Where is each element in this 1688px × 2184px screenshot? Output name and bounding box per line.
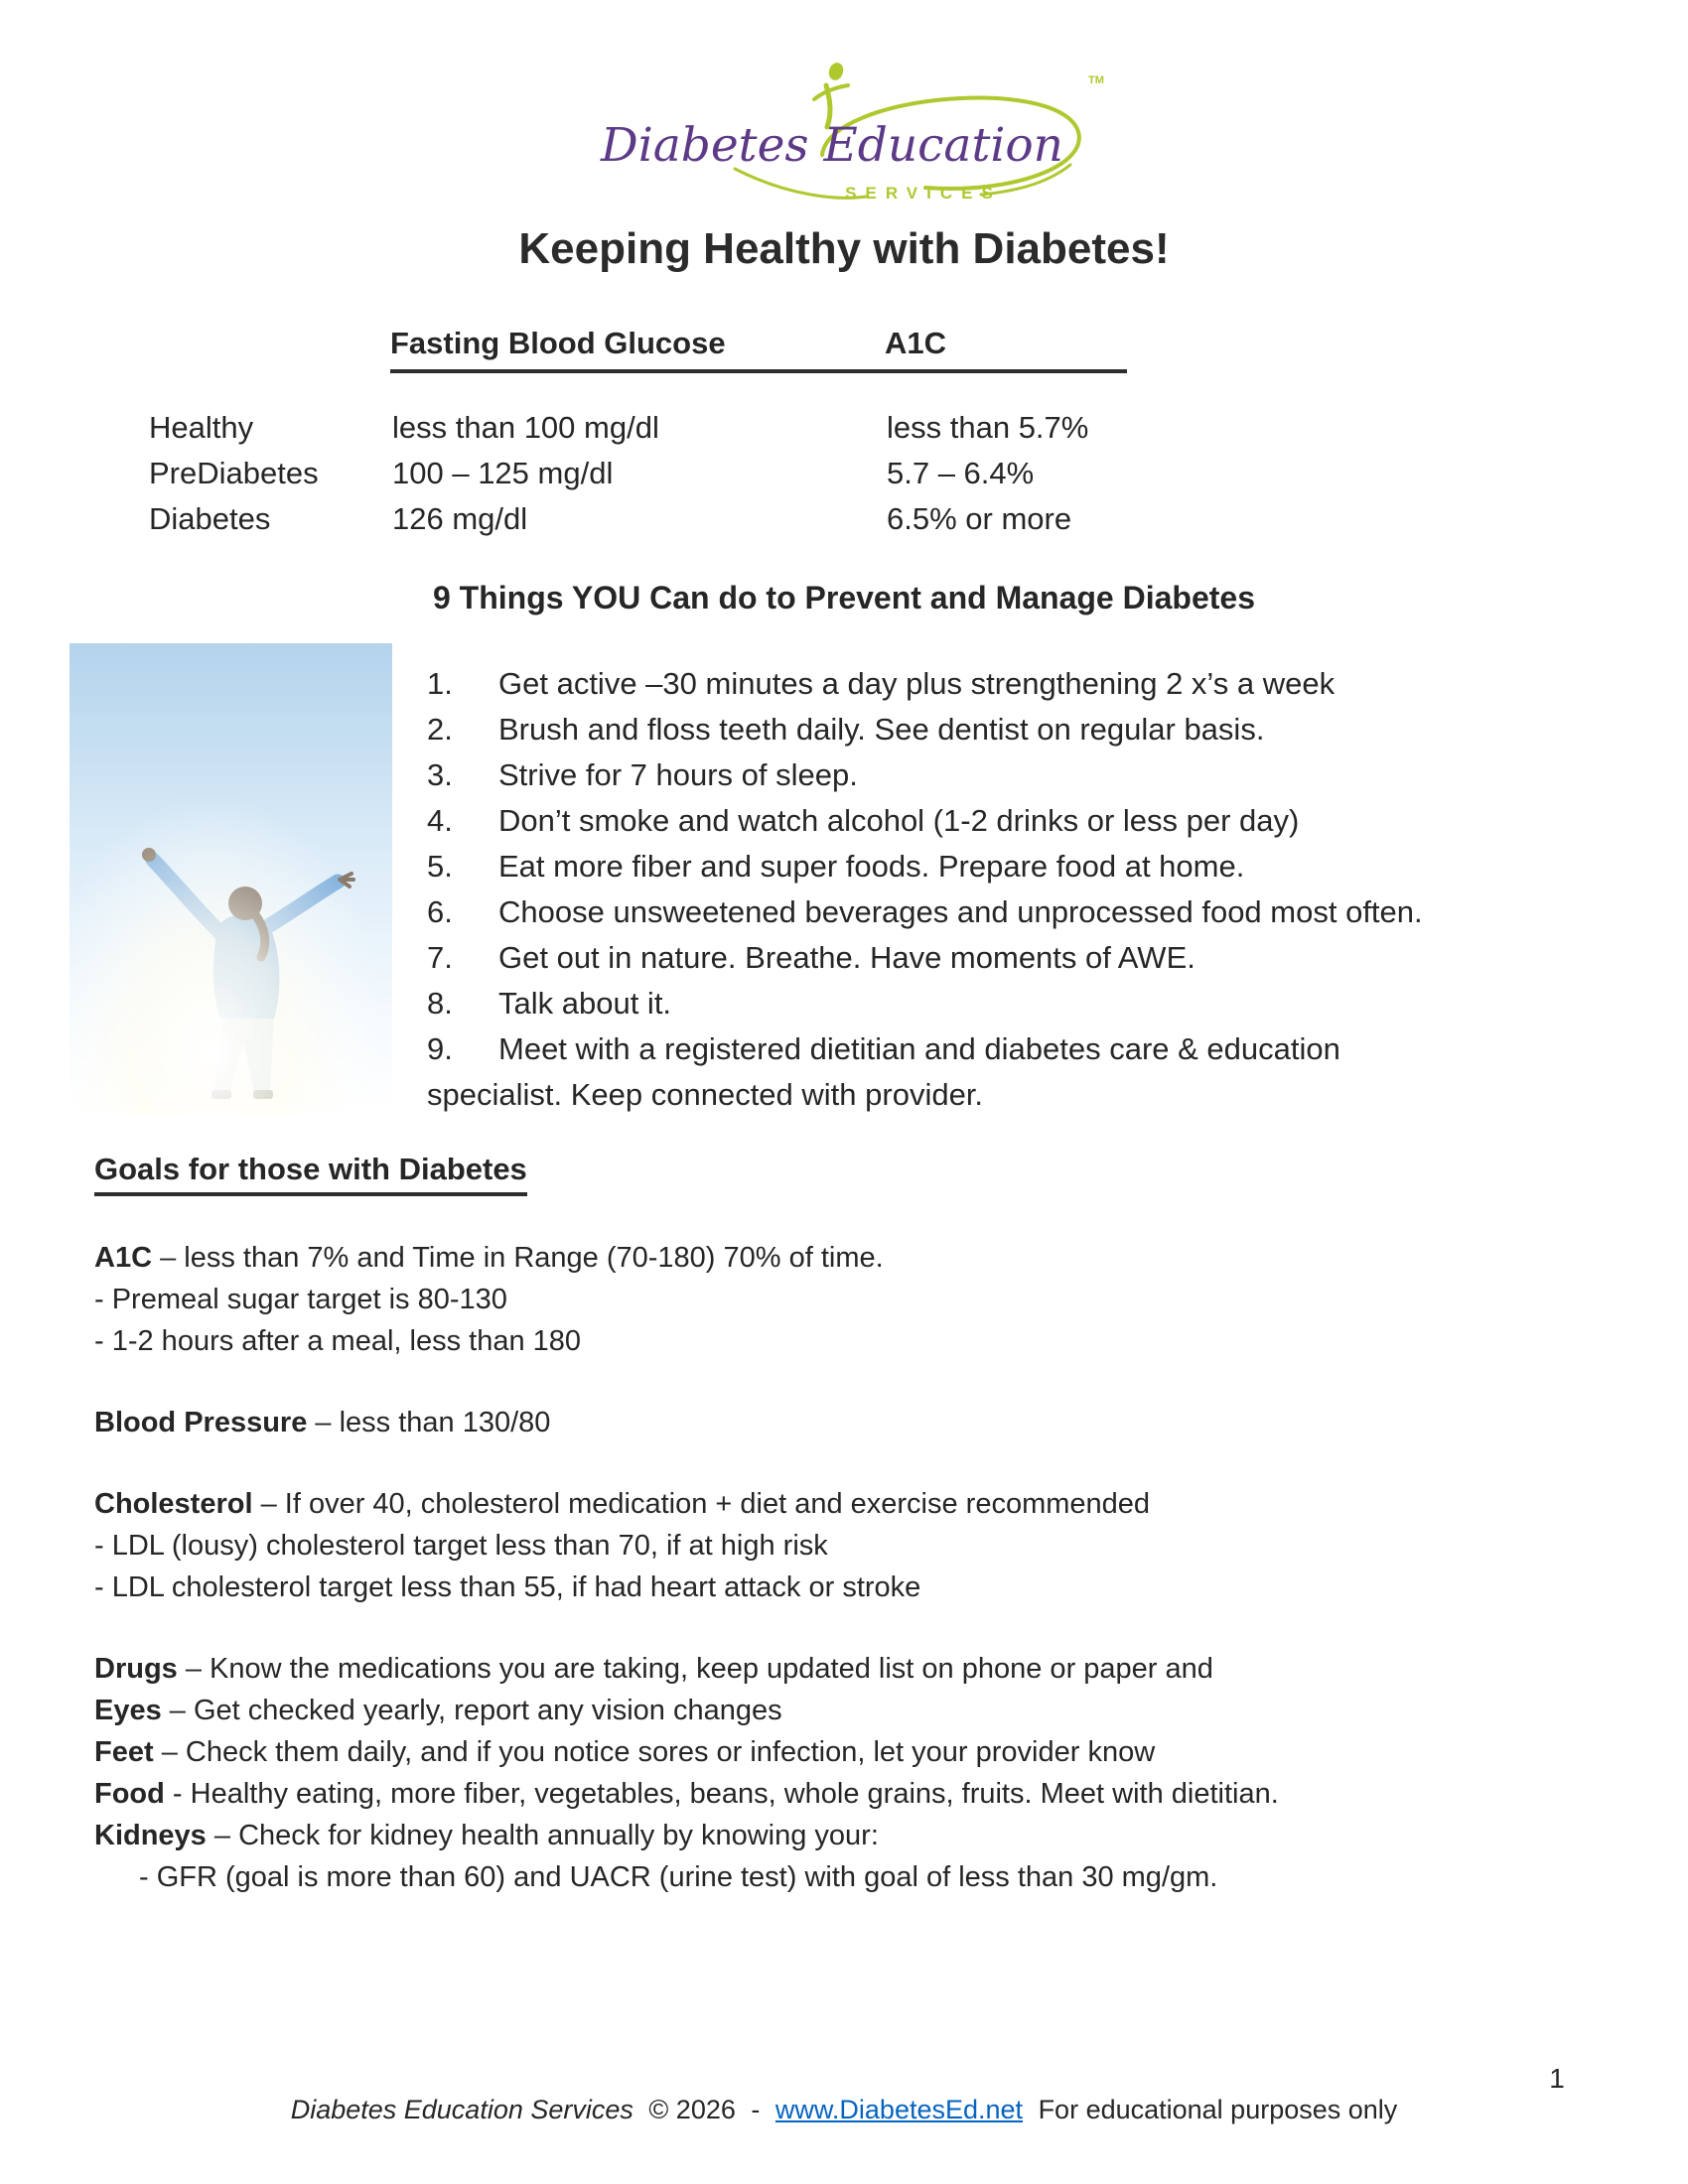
goals-line bbox=[94, 1690, 1604, 1731]
goals-text: – Get checked yearly, report any vision changes bbox=[161, 1695, 782, 1726]
goals-text: - 1-2 hours after a meal, less than 180 bbox=[94, 1325, 582, 1357]
glucose-table-header bbox=[390, 326, 1127, 373]
logo bbox=[0, 58, 1688, 216]
logo-trademark: TM bbox=[1088, 74, 1104, 86]
cell-fbg: less than 100 mg/dl bbox=[392, 410, 659, 445]
footer-website-link[interactable]: www.DiabetesEd.net bbox=[774, 2095, 1024, 2124]
item-text: Don’t smoke and watch alcohol (1-2 drinks or less per day) bbox=[498, 803, 1300, 838]
photo-woman-arms-raised bbox=[70, 643, 392, 1114]
item-number: 2. bbox=[427, 712, 453, 747]
goals-text: – less than 7% and Time in Range (70-180) 70% of time. bbox=[152, 1242, 884, 1274]
goals-line bbox=[94, 1815, 1604, 1856]
goals-lead: Feet bbox=[94, 1736, 154, 1768]
cell-fbg: 126 mg/dl bbox=[392, 501, 528, 536]
goals-text: - GFR (goal is more than 60) and UACR (urine test) with goal of less than 30 mg/gm. bbox=[139, 1861, 1218, 1893]
cell-label: Healthy bbox=[149, 410, 254, 445]
goals-lead: Cholesterol bbox=[94, 1488, 253, 1520]
item-text: Get out in nature. Breathe. Have moments of AWE. bbox=[498, 940, 1196, 975]
goals-line bbox=[94, 1279, 1604, 1320]
item-number: 7. bbox=[427, 940, 453, 975]
goals-section bbox=[94, 1237, 1604, 1898]
cell-label: PreDiabetes bbox=[149, 456, 319, 490]
cell-a1c: 6.5% or more bbox=[887, 501, 1072, 536]
item-number: 6. bbox=[427, 894, 453, 929]
goals-text: - LDL (lousy) cholesterol target less than 70, if at high risk bbox=[94, 1530, 828, 1562]
goals-line bbox=[94, 1525, 1604, 1567]
page-title: Keeping Healthy with Diabetes! bbox=[518, 224, 1170, 273]
item-text: Brush and floss teeth daily. See dentist on regular basis. bbox=[498, 712, 1265, 747]
item-text: Strive for 7 hours of sleep. bbox=[498, 757, 858, 792]
list-item bbox=[427, 707, 1609, 752]
goals-heading-text: Goals for those with Diabetes bbox=[94, 1152, 527, 1196]
item-text: Eat more fiber and super foods. Prepare food at home. bbox=[498, 849, 1245, 884]
goals-text: - Premeal sugar target is 80-130 bbox=[94, 1284, 507, 1315]
goals-line bbox=[94, 1483, 1604, 1525]
table-row bbox=[149, 451, 1440, 496]
goals-line bbox=[94, 1237, 1604, 1279]
goals-text: – Check them daily, and if you notice sores or infection, let your provider know bbox=[153, 1736, 1156, 1768]
item-text: Talk about it. bbox=[498, 986, 672, 1021]
goals-lead: Drugs bbox=[94, 1653, 178, 1685]
goals-line bbox=[94, 1567, 1604, 1608]
item-number: 3. bbox=[427, 757, 453, 792]
goals-lead: Blood Pressure bbox=[94, 1407, 308, 1438]
goals-lead: Kidneys bbox=[94, 1820, 207, 1851]
goals-line bbox=[94, 1320, 1604, 1362]
goals-heading bbox=[94, 1152, 527, 1196]
nine-things-heading: 9 Things YOU Can do to Prevent and Manage Diabetes bbox=[432, 580, 1255, 615]
header-fasting-blood-glucose: Fasting Blood Glucose bbox=[390, 326, 726, 360]
footer-suffix: For educational purposes only bbox=[1038, 2095, 1398, 2124]
table-row bbox=[149, 496, 1440, 542]
goals-line bbox=[94, 1773, 1604, 1815]
list-item bbox=[427, 889, 1609, 935]
item-number: 4. bbox=[427, 803, 453, 838]
cell-a1c: less than 5.7% bbox=[887, 410, 1089, 445]
list-item bbox=[427, 981, 1609, 1026]
goals-lead: Eyes bbox=[94, 1695, 162, 1726]
goals-line bbox=[94, 1402, 1604, 1443]
goals-text: – Check for kidney health annually by knowing your: bbox=[206, 1820, 879, 1851]
item-number: 9. bbox=[427, 1031, 453, 1066]
table-row bbox=[149, 405, 1440, 451]
list-item bbox=[427, 935, 1609, 981]
goals-text: - LDL cholesterol target less than 55, if had heart attack or stroke bbox=[94, 1571, 921, 1603]
cell-label: Diabetes bbox=[149, 501, 271, 536]
list-item bbox=[427, 798, 1609, 844]
list-item bbox=[427, 844, 1609, 889]
inspiration-photo bbox=[70, 643, 392, 1114]
item-text: Choose unsweetened beverages and unprocessed food most often. bbox=[498, 894, 1423, 929]
item-number: 8. bbox=[427, 986, 453, 1021]
goals-line bbox=[94, 1856, 1604, 1898]
logo-brand-text: Diabetes Education bbox=[601, 118, 1063, 173]
cell-a1c: 5.7 – 6.4% bbox=[887, 456, 1035, 490]
header-a1c: A1C bbox=[885, 326, 947, 360]
list-item-continuation: specialist. Keep connected with provider. bbox=[427, 1077, 984, 1112]
logo-graphic bbox=[576, 58, 1112, 216]
spacer bbox=[94, 1443, 1604, 1483]
nine-things-list bbox=[427, 661, 1609, 1118]
spacer bbox=[94, 1362, 1604, 1402]
goals-line bbox=[94, 1731, 1604, 1773]
goals-text: - Healthy eating, more fiber, vegetables, beans, whole grains, fruits. Meet with dietitian. bbox=[164, 1778, 1279, 1810]
glucose-table bbox=[149, 405, 1440, 542]
list-item bbox=[427, 752, 1609, 798]
item-number: 1. bbox=[427, 666, 453, 701]
goals-lead: A1C bbox=[94, 1242, 153, 1274]
goals-text: – less than 130/80 bbox=[307, 1407, 551, 1438]
footer-dash: - bbox=[751, 2095, 761, 2124]
footer bbox=[0, 2095, 1688, 2125]
spacer bbox=[94, 1608, 1604, 1648]
cell-fbg: 100 – 125 mg/dl bbox=[392, 456, 614, 490]
logo-figure-icon bbox=[814, 61, 848, 127]
item-text: Get active –30 minutes a day plus strengthening 2 x’s a week bbox=[498, 666, 1336, 701]
footer-copyright: © 2026 bbox=[648, 2095, 736, 2124]
logo-services-text: SERVICES bbox=[845, 184, 1002, 203]
goals-lead: Food bbox=[94, 1778, 165, 1810]
sun-glow bbox=[70, 643, 392, 1114]
goals-text: – Know the medications you are taking, keep updated list on phone or paper and bbox=[177, 1653, 1213, 1685]
item-number: 5. bbox=[427, 849, 453, 884]
page-number: 1 bbox=[1549, 2063, 1565, 2094]
footer-org: Diabetes Education Services bbox=[290, 2095, 633, 2124]
list-item bbox=[427, 1026, 1609, 1072]
item-text: Meet with a registered dietitian and diabetes care & education bbox=[498, 1031, 1340, 1066]
goals-line bbox=[94, 1648, 1604, 1690]
goals-text: – If over 40, cholesterol medication + diet and exercise recommended bbox=[252, 1488, 1151, 1520]
list-item bbox=[427, 661, 1609, 707]
